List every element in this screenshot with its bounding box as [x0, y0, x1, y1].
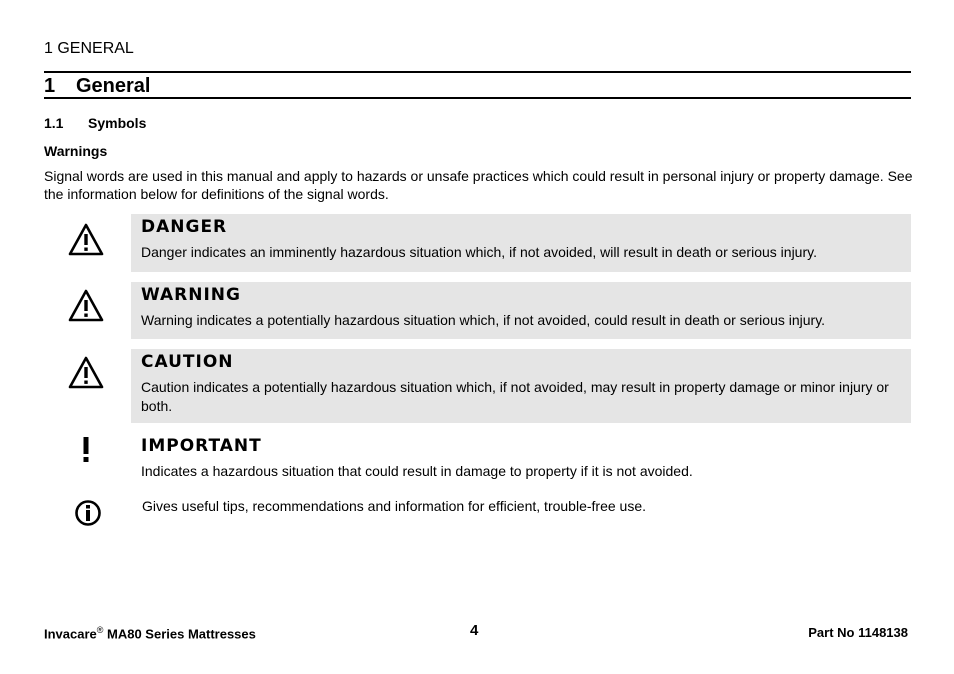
signal-text: Indicates a hazardous situation that could result in damage to property if it is not avoided.	[141, 463, 693, 479]
danger-row	[44, 214, 911, 272]
part-number: Part No 1148138	[808, 625, 908, 640]
footer-product	[44, 625, 256, 641]
intro-paragraph: Signal words are used in this manual and apply to hazards or unsafe practices which could result in personal injury or property damage. See the information below for definitions of the signal words.	[44, 168, 913, 202]
signal-title: CAUTION	[141, 352, 234, 372]
signal-text: Caution indicates a potentially hazardous situation which, if not avoided, may result in property damage or minor injury or both.	[141, 379, 889, 414]
footer-product-name: MA80 Series Mattresses	[103, 626, 256, 642]
footer-brand: Invacare	[44, 626, 97, 642]
chapter-title: General	[76, 75, 151, 97]
info-icon	[74, 499, 102, 527]
tip-text: Gives useful tips, recommendations and information for efficient, trouble-free use.	[142, 498, 646, 514]
caution-row	[44, 349, 911, 423]
signal-title: DANGER	[141, 217, 228, 237]
signal-text: Warning indicates a potentially hazardous situation which, if not avoided, could result in death or serious injury.	[141, 312, 826, 328]
warnings-subheading: Warnings	[44, 143, 108, 159]
signal-title: WARNING	[141, 285, 241, 305]
running-header: 1 GENERAL	[44, 40, 134, 57]
registered-mark: ®	[96, 625, 104, 635]
chapter-number: 1	[44, 75, 56, 97]
section-heading	[44, 115, 146, 131]
warning-triangle-icon	[68, 288, 104, 324]
warning-triangle-icon	[68, 355, 104, 391]
warning-triangle-icon	[68, 222, 104, 258]
signal-title: IMPORTANT	[141, 436, 262, 456]
caution-box	[131, 349, 911, 423]
section-number: 1.1	[44, 115, 64, 131]
chapter-heading	[44, 71, 911, 99]
page-number: 4	[470, 622, 479, 639]
exclamation-icon	[68, 433, 104, 469]
danger-box	[131, 214, 911, 272]
important-box	[131, 433, 911, 483]
signal-text: Danger indicates an imminently hazardous situation which, if not avoided, will result in death or serious injury.	[141, 244, 817, 260]
section-title: Symbols	[88, 115, 147, 131]
warning-row	[44, 282, 911, 339]
important-row	[44, 433, 911, 483]
warning-box	[131, 282, 911, 339]
